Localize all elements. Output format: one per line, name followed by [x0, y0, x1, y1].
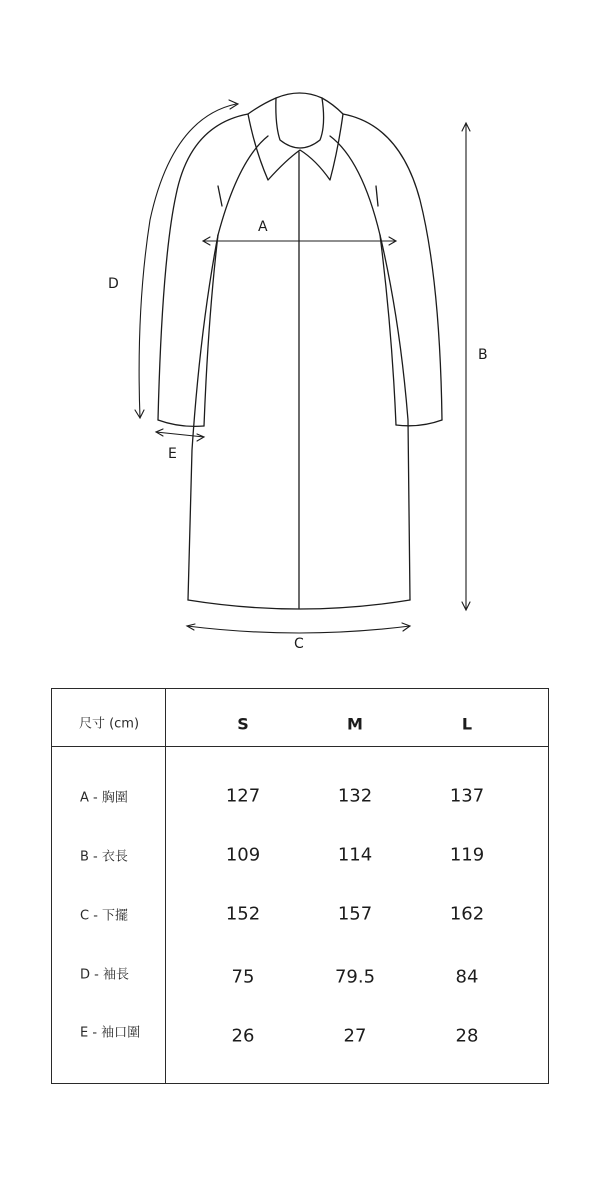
- collar-neckline: [276, 98, 324, 148]
- table-cell: 119: [449, 844, 485, 866]
- measure-a-label: A: [258, 219, 268, 235]
- table-cell: 127: [225, 785, 261, 807]
- right-body-side: [380, 235, 410, 600]
- measure-d-arc: [139, 104, 236, 418]
- left-sleeve-inner: [204, 235, 218, 426]
- size-header-m: M: [347, 714, 363, 734]
- row-label-length: B - 衣長: [80, 849, 128, 865]
- right-seam-tick: [376, 186, 378, 206]
- table-cell: 109: [225, 844, 261, 866]
- table-corner-label: 尺寸 (cm): [78, 716, 140, 732]
- measure-e-label: E: [168, 446, 177, 462]
- table-cell: 28: [455, 1025, 479, 1047]
- measure-d-label: D: [108, 276, 119, 292]
- table-header-divider: [52, 746, 548, 747]
- measure-c-label: C: [294, 636, 304, 652]
- table-cell: 75: [231, 966, 255, 988]
- table-cell: 79.5: [334, 966, 376, 988]
- row-label-chest: A - 胸圍: [80, 790, 128, 806]
- table-cell: 84: [455, 966, 479, 988]
- right-sleeve-outer: [343, 114, 442, 420]
- row-label-hem: C - 下擺: [80, 908, 129, 924]
- table-cell: 137: [449, 785, 485, 807]
- collar-outline: [248, 93, 343, 180]
- right-sleeve-inner: [380, 235, 396, 425]
- table-cell: 132: [337, 785, 373, 807]
- left-seam-tick: [218, 186, 222, 206]
- measure-b-label: B: [478, 347, 488, 363]
- table-cell: 152: [225, 903, 261, 925]
- left-sleeve-outer: [158, 114, 248, 420]
- left-body-side: [188, 235, 218, 600]
- table-cell: 157: [337, 903, 373, 925]
- table-cell: 162: [449, 903, 485, 925]
- table-cell: 26: [231, 1025, 255, 1047]
- table-cell: 114: [337, 844, 373, 866]
- size-header-l: L: [461, 714, 473, 734]
- measure-e-arrow-right: [197, 434, 204, 441]
- table-cell: 27: [343, 1025, 367, 1047]
- row-label-cuff: E - 袖口圍: [80, 1025, 141, 1041]
- right-sleeve-cuff: [396, 420, 442, 426]
- left-sleeve-cuff: [158, 420, 204, 426]
- size-chart-table: [51, 688, 549, 1084]
- row-label-sleeve: D - 袖長: [80, 967, 129, 983]
- right-raglan-seam: [330, 136, 380, 235]
- measure-c-line: [187, 626, 410, 633]
- table-column-divider: [165, 689, 166, 1083]
- size-header-s: S: [237, 714, 249, 734]
